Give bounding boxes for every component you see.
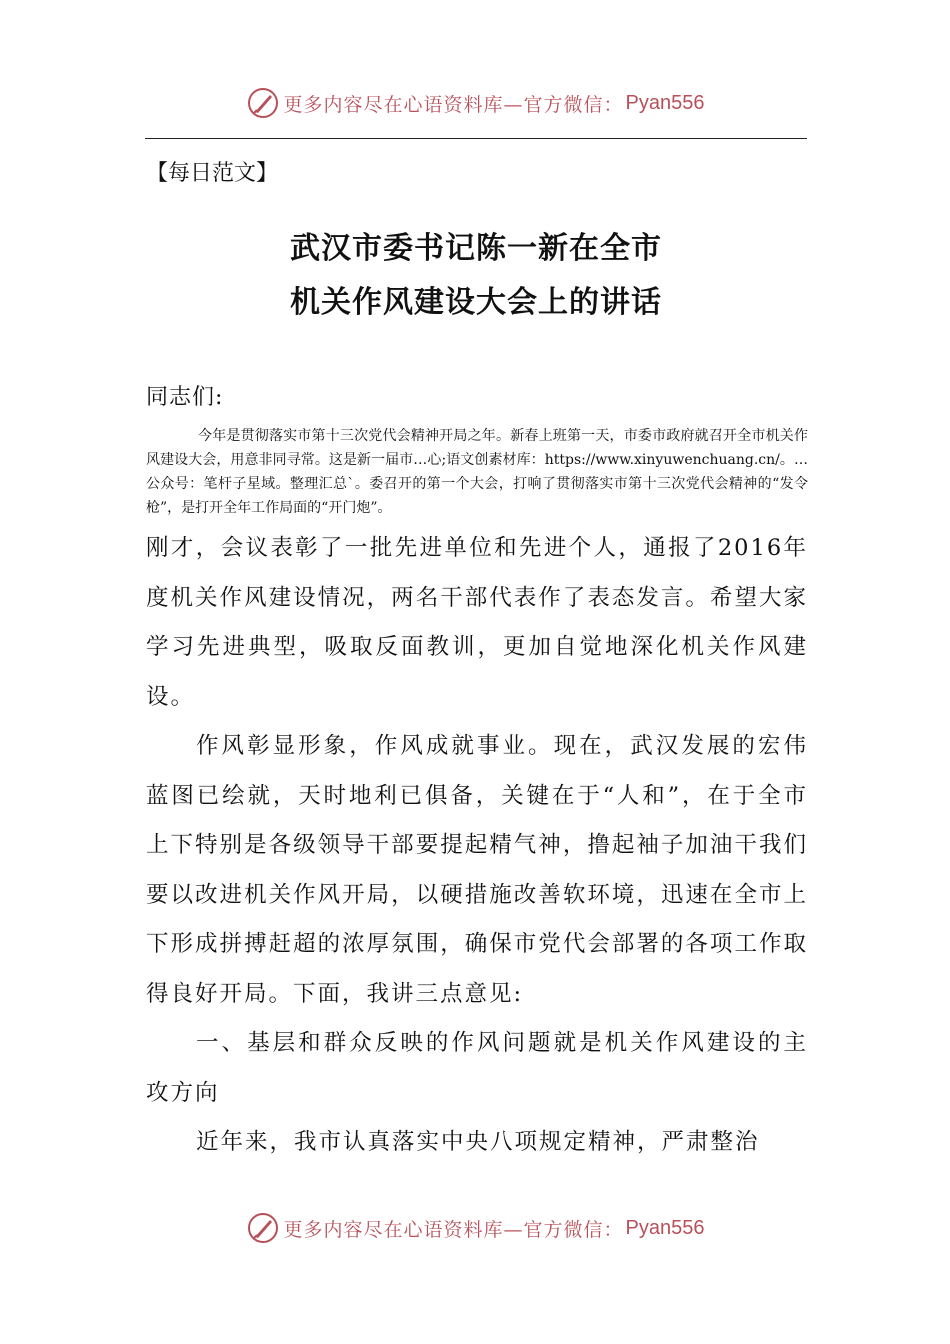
footer-watermark xyxy=(0,1211,950,1245)
body-text xyxy=(146,524,808,1168)
watermark-text: 更多内容尽在心语资料库—官方微信： xyxy=(283,1218,624,1241)
title-line-1: 武汉市委书记陈一新在全市 xyxy=(290,231,662,266)
intro-paragraph: 今年是贯彻落实市第十三次党代会精神开局之年。新春上班第一天，市委市政府就召开全市机关作风建设大会，用意非同寻常。这是新一届市…心;语文创素材库：https://www.xinyuwenchuang.cn/。…公众号：笔杆子星域。整理汇总`。委召开的第一个大会，打响了贯彻落实市第十三次党代会精神的“发令枪”，是打开全年工作局面的“开门炮”。 xyxy=(146,428,808,516)
greeting: 同志们: xyxy=(146,385,224,410)
section-tag: 【每日范文】 xyxy=(146,161,279,186)
header-divider xyxy=(145,138,807,139)
paragraph: 刚才，会议表彰了一批先进单位和先进个人，通报了2016年度机关作风建设情况，两名干部代表作了表态发言。希望大家学习先进典型，吸取反面教训，更加自觉地深化机关作风建设。 xyxy=(146,535,808,710)
watermark-wechat-id: Pyan556 xyxy=(625,91,705,114)
watermark-wechat-id: Pyan556 xyxy=(625,1216,705,1239)
paragraph: 近年来，我市认真落实中央八项规定精神，严肃整治 xyxy=(196,1129,760,1155)
document-title xyxy=(145,222,807,330)
watermark-text: 更多内容尽在心语资料库—官方微信： xyxy=(283,93,624,116)
header-watermark xyxy=(0,86,950,120)
quill-pen-logo-icon xyxy=(246,86,280,120)
section-heading: 一、基层和群众反映的作风问题就是机关作风建设的主攻方向 xyxy=(146,1030,808,1106)
title-line-2: 机关作风建设大会上的讲话 xyxy=(290,285,662,320)
quill-pen-logo-icon xyxy=(246,1211,280,1245)
paragraph: 作风彰显形象，作风成就事业。现在，武汉发展的宏伟蓝图已绘就，天时地利已俱备，关键在于“人和”，在于全市上下特别是各级领导干部要提起精气神，撸起袖子加油干我们要以改进机关作风开局，以硬措施改善软环境，迅速在全市上下形成拼搏赶超的浓厚氛围，确保市党代会部署的各项工作取得良好开局。下面，我讲三点意见: xyxy=(146,733,808,1007)
